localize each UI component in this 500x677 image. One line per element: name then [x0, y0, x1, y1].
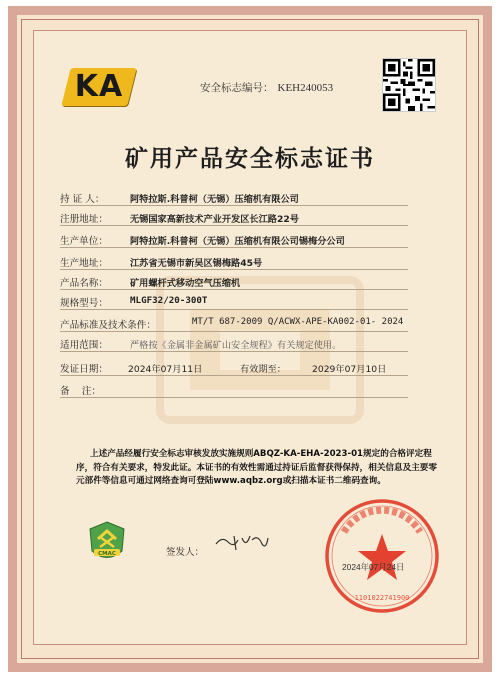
field-model: [60, 295, 208, 310]
ka-logo: KA: [61, 68, 136, 106]
expiry-date-label: 有效期至：: [240, 364, 286, 375]
divider: [60, 205, 408, 206]
serial-value: KEH240053: [277, 82, 334, 94]
issue-date-value: 2024年07月11日: [128, 364, 203, 375]
field-dates: [60, 361, 387, 376]
divider: [60, 309, 408, 310]
field-label: 持 证 人：: [60, 194, 105, 205]
field-production-address: [60, 255, 263, 270]
field-label: 产品标准及技术条件：: [60, 320, 156, 331]
field-value: 江苏省无锡市新吴区锡梅路45号: [130, 258, 263, 269]
field-value: 矿用螺杆式移动空气压缩机: [130, 278, 241, 289]
field-label: 产品名称：: [60, 278, 108, 289]
field-label: 规格型号：: [60, 298, 108, 309]
field-value: 阿特拉斯.科普柯（无锡）压缩机有限公司: [130, 194, 299, 205]
certificate-statement: 上述产品经履行安全标志审核发放实施规则ABQZ-KA-EHA-2023-01规定的合格评定程序，符合有关要求，特发此证。本证书的有效性需通过持证后监督获得保持，相关信息及主要零元部件等信息可通过网络查询可登陆www.aqbz.org或扫描本证书二维码查询。: [76, 449, 437, 487]
serial-label: 安全标志编号：: [200, 82, 274, 94]
divider: [60, 331, 408, 332]
issuer-label: 签发人：: [166, 547, 205, 558]
field-value: 无锡国家高新技术产业开发区长江路22号: [130, 214, 299, 225]
divider: [60, 397, 408, 398]
seal-date: 2024年07月24日: [342, 562, 405, 572]
field-standards: [60, 317, 404, 332]
divider: [60, 289, 408, 290]
remark-label: 备 注：: [60, 386, 101, 397]
field-label: 生产地址：: [60, 258, 108, 269]
qr-code[interactable]: [382, 58, 436, 112]
field-scope: [60, 337, 342, 352]
cmac-logo: [88, 521, 126, 565]
expiry-date-value: 2029年07月10日: [312, 364, 387, 375]
cmac-text: CMAC: [98, 551, 116, 557]
issue-date-label: 发证日期：: [60, 364, 108, 375]
field-value: 阿特拉斯.科普柯（无锡）压缩机有限公司锡梅分公司: [130, 236, 345, 247]
certificate-title: 矿用产品安全标志证书: [125, 145, 375, 172]
field-label: 注册地址：: [60, 214, 108, 225]
divider: [60, 247, 408, 248]
issuer-signature: [212, 530, 270, 554]
field-value: MT/T 687-2009 Q/ACWX-APE-KA002-01- 2024: [192, 317, 404, 327]
divider: [60, 351, 408, 352]
field-manufacturer: [60, 233, 345, 248]
field-remark: [60, 383, 122, 398]
field-product-name: [60, 275, 241, 290]
serial-number: [200, 80, 333, 95]
field-label: 生产单位：: [60, 236, 108, 247]
divider: [60, 225, 408, 226]
divider: [60, 375, 408, 376]
field-label: 适用范围：: [60, 340, 108, 351]
field-holder: [60, 191, 299, 206]
official-seal: [322, 496, 442, 616]
field-value: MLGF32/20-300T: [130, 295, 208, 306]
seal-number: 1101022741900: [354, 594, 410, 602]
field-registered-address: [60, 211, 299, 226]
field-value: 严格按《金属非金属矿山安全规程》有关规定使用。: [130, 340, 342, 351]
divider: [60, 269, 408, 270]
